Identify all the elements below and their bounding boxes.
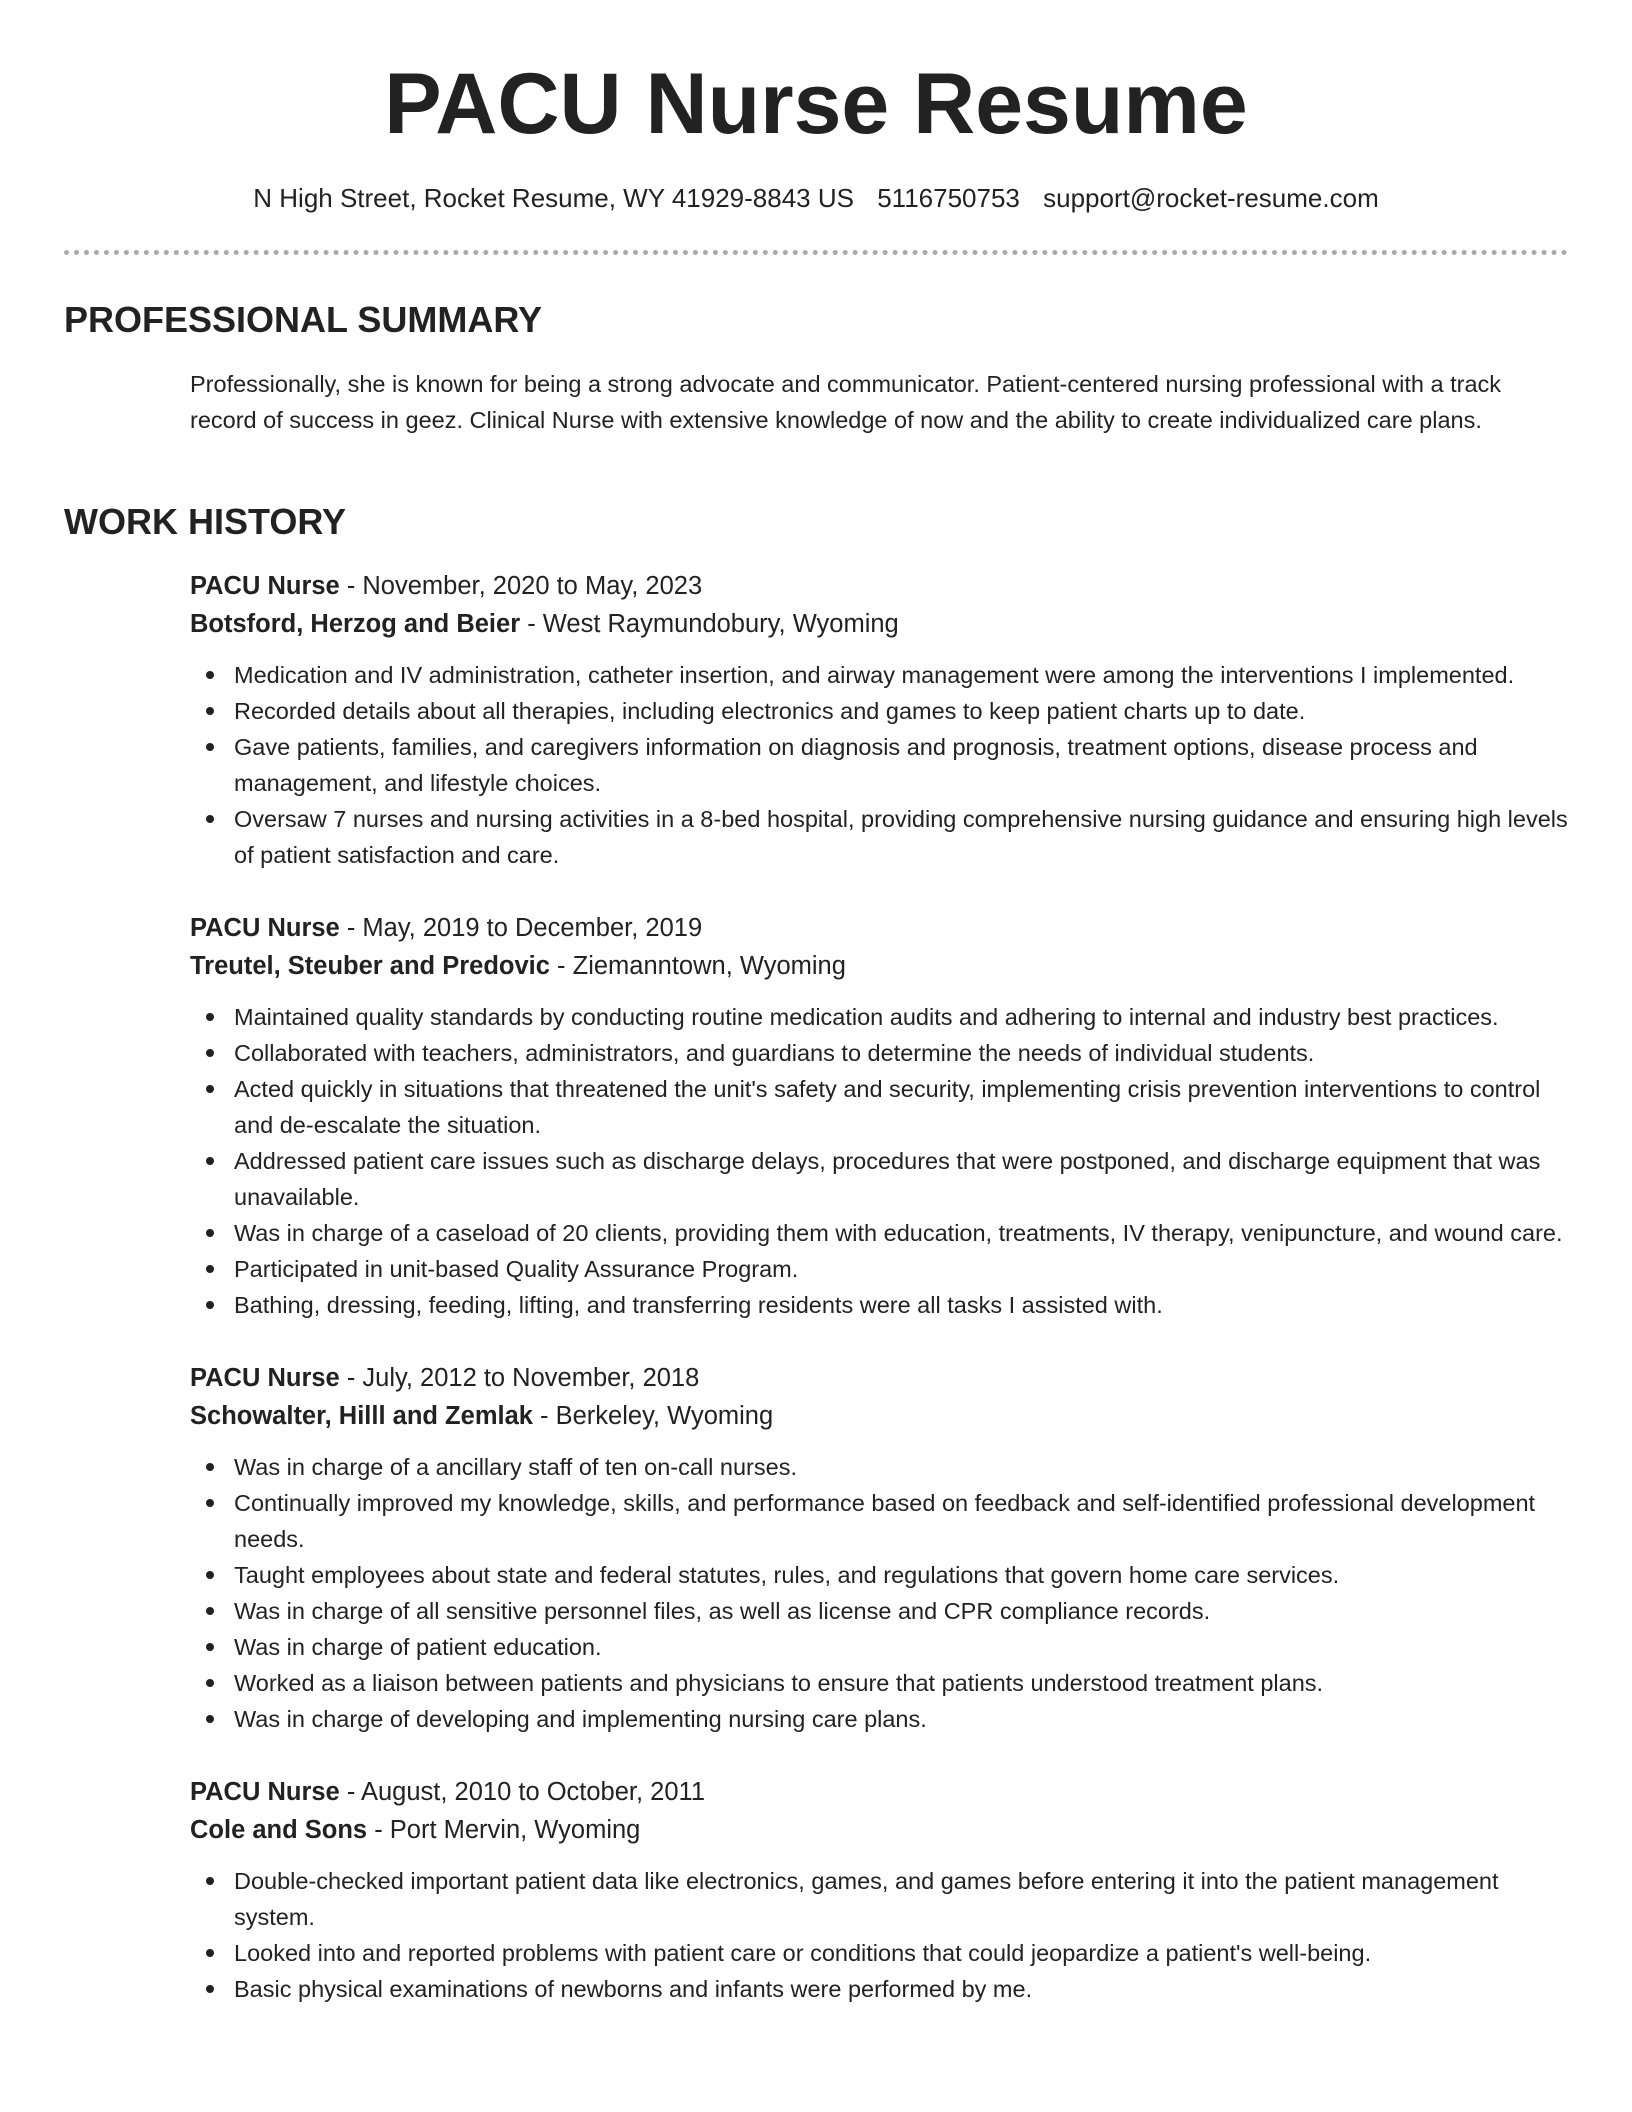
header-divider	[64, 250, 1568, 255]
job-bullets	[190, 1449, 1570, 1737]
section-title-work-history: WORK HISTORY	[64, 501, 347, 542]
job-bullet: Oversaw 7 nurses and nursing activities in a 8-bed hospital, providing comprehensive nursing guidance and ensuring high levels of patient satisfaction and care.	[234, 801, 1570, 873]
job-company-line	[190, 1811, 1570, 1849]
job-company: Schowalter, Hilll and Zemlak	[190, 1402, 533, 1430]
job-location: - Port Mervin, Wyoming	[367, 1816, 641, 1844]
job-entry	[190, 909, 1570, 1323]
job-title: PACU Nurse	[190, 1778, 340, 1806]
job-location: - Ziemanntown, Wyoming	[549, 952, 846, 980]
job-company-line	[190, 605, 1570, 643]
job-bullet: Was in charge of developing and implementing nursing care plans.	[234, 1701, 1570, 1737]
job-company-line	[190, 1397, 1570, 1435]
job-dates: - May, 2019 to December, 2019	[339, 914, 703, 942]
job-bullet: Gave patients, families, and caregivers information on diagnosis and prognosis, treatment options, disease process and management, and lifestyle choices.	[234, 729, 1570, 801]
job-bullet: Bathing, dressing, feeding, lifting, and transferring residents were all tasks I assisted with.	[234, 1287, 1570, 1323]
contact-phone: 5116750753	[877, 183, 1020, 213]
job-dates: - November, 2020 to May, 2023	[339, 572, 703, 600]
contact-email: support@rocket-resume.com	[1043, 183, 1379, 213]
contact-address: N High Street, Rocket Resume, WY 41929-8843 US	[253, 183, 854, 213]
page-title: PACU Nurse Resume	[384, 56, 1248, 152]
job-company: Botsford, Herzog and Beier	[190, 610, 521, 638]
job-title: PACU Nurse	[190, 1364, 340, 1392]
job-company-line	[190, 947, 1570, 985]
job-bullets	[190, 1863, 1570, 2007]
job-bullet: Was in charge of a ancillary staff of ten on-call nurses.	[234, 1449, 1570, 1485]
contact-line	[0, 180, 1632, 216]
job-dates: - July, 2012 to November, 2018	[339, 1364, 700, 1392]
job-bullet: Participated in unit-based Quality Assurance Program.	[234, 1251, 1570, 1287]
section-title-summary: PROFESSIONAL SUMMARY	[64, 299, 543, 340]
summary-text: Professionally, she is known for being a strong advocate and communicator. Patient-centered nursing professional with a track record of success in geez. Clinical Nurse with extensive knowledge of now and the ability to create individualized care plans.	[190, 371, 1502, 433]
job-bullet: Worked as a liaison between patients and physicians to ensure that patients understood treatment plans.	[234, 1665, 1570, 1701]
job-bullets	[190, 999, 1570, 1323]
job-entry	[190, 1359, 1570, 1737]
job-bullet: Taught employees about state and federal statutes, rules, and regulations that govern home care services.	[234, 1557, 1570, 1593]
job-bullet: Maintained quality standards by conducting routine medication audits and adhering to internal and industry best practices.	[234, 999, 1570, 1035]
job-bullet: Double-checked important patient data like electronics, games, and games before entering it into the patient management system.	[234, 1863, 1570, 1935]
job-entry	[190, 567, 1570, 873]
job-location: - West Raymundobury, Wyoming	[520, 610, 899, 638]
work-history-list	[190, 567, 1570, 2043]
job-bullet: Recorded details about all therapies, including electronics and games to keep patient charts up to date.	[234, 693, 1570, 729]
job-company: Treutel, Steuber and Predovic	[190, 952, 550, 980]
job-bullet: Basic physical examinations of newborns and infants were performed by me.	[234, 1971, 1570, 2007]
job-bullet: Collaborated with teachers, administrators, and guardians to determine the needs of individual students.	[234, 1035, 1570, 1071]
job-bullet: Acted quickly in situations that threatened the unit's safety and security, implementing crisis prevention interventions to control and de-escalate the situation.	[234, 1071, 1570, 1143]
job-title-line	[190, 1773, 1570, 1811]
job-title-line	[190, 909, 1570, 947]
job-bullet: Looked into and reported problems with patient care or conditions that could jeopardize a patient's well-being.	[234, 1935, 1570, 1971]
job-title: PACU Nurse	[190, 572, 340, 600]
job-title: PACU Nurse	[190, 914, 340, 942]
job-bullet: Medication and IV administration, catheter insertion, and airway management were among the interventions I implemented.	[234, 657, 1570, 693]
job-bullet: Continually improved my knowledge, skills, and performance based on feedback and self-identified professional development needs.	[234, 1485, 1570, 1557]
job-title-line	[190, 1359, 1570, 1397]
job-location: - Berkeley, Wyoming	[532, 1402, 774, 1430]
job-company: Cole and Sons	[190, 1816, 368, 1844]
job-title-line	[190, 567, 1570, 605]
job-bullet: Was in charge of all sensitive personnel files, as well as license and CPR compliance records.	[234, 1593, 1570, 1629]
job-bullet: Addressed patient care issues such as discharge delays, procedures that were postponed, and discharge equipment that was unavailable.	[234, 1143, 1570, 1215]
job-entry	[190, 1773, 1570, 2007]
job-bullets	[190, 657, 1570, 873]
job-bullet: Was in charge of a caseload of 20 clients, providing them with education, treatments, IV therapy, venipuncture, and wound care.	[234, 1215, 1570, 1251]
job-dates: - August, 2010 to October, 2011	[339, 1778, 706, 1806]
job-bullet: Was in charge of patient education.	[234, 1629, 1570, 1665]
